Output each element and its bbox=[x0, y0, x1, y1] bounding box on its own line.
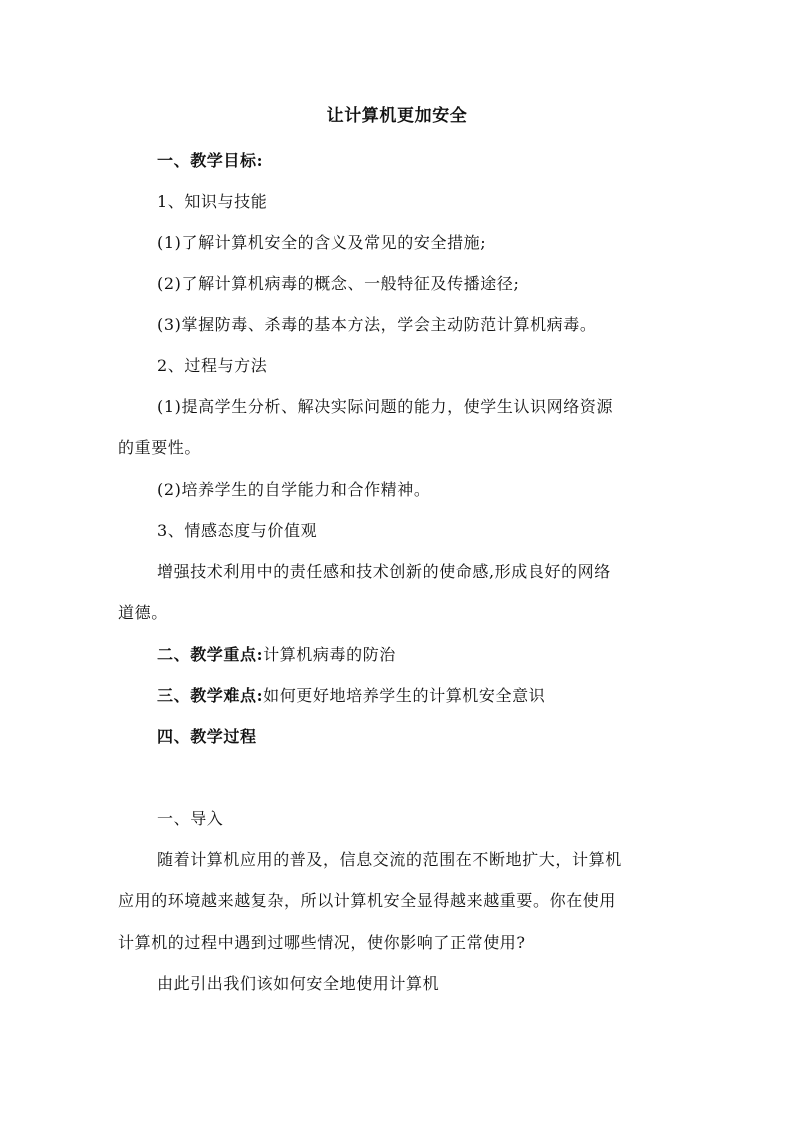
document-title: 让计算机更加安全 bbox=[326, 106, 468, 126]
values-line-2: 道德。 bbox=[118, 603, 168, 622]
difficulty-text: 如何更好地培养学生的计算机安全意识 bbox=[263, 686, 546, 705]
key-point-line bbox=[157, 645, 396, 665]
values-line-1: 增强技术利用中的责任感和技术创新的使命感,形成良好的网络 bbox=[157, 562, 611, 581]
intro-heading: 一、导入 bbox=[157, 809, 224, 828]
process-method-heading: 2、过程与方法 bbox=[157, 356, 268, 375]
key-point-label: 二、教学重点: bbox=[157, 645, 264, 664]
process-item-2: (2)培养学生的自学能力和合作精神。 bbox=[157, 480, 431, 499]
intro-line-3: 计算机的过程中遇到过哪些情况，使你影响了正常使用? bbox=[118, 933, 526, 952]
teaching-process-heading: 四、教学过程 bbox=[157, 727, 257, 746]
difficulty-line bbox=[157, 686, 545, 706]
difficulty-label: 三、教学难点: bbox=[157, 686, 264, 705]
objectives-heading: 一、教学目标: bbox=[157, 151, 264, 170]
intro-line-2: 应用的环境越来越复杂，所以计算机安全显得越来越重要。你在使用 bbox=[118, 891, 617, 910]
values-heading: 3、情感态度与价值观 bbox=[157, 521, 318, 540]
knowledge-item-2: (2)了解计算机病毒的概念、一般特征及传播途径; bbox=[157, 274, 520, 293]
knowledge-item-3: (3)掌握防毒、杀毒的基本方法，学会主动防范计算机病毒。 bbox=[157, 315, 597, 334]
knowledge-heading: 1、知识与技能 bbox=[157, 192, 268, 211]
knowledge-item-1: (1)了解计算机安全的含义及常见的安全措施; bbox=[157, 233, 487, 252]
intro-line-1: 随着计算机应用的普及，信息交流的范围在不断地扩大，计算机 bbox=[157, 850, 622, 869]
key-point-text: 计算机病毒的防治 bbox=[263, 645, 396, 664]
process-item-1-line-1: (1)提高学生分析、解决实际问题的能力，使学生认识网络资源 bbox=[157, 397, 614, 416]
intro-line-4: 由此引出我们该如何安全地使用计算机 bbox=[157, 974, 440, 993]
process-item-1-line-2: 的重要性。 bbox=[118, 438, 202, 457]
